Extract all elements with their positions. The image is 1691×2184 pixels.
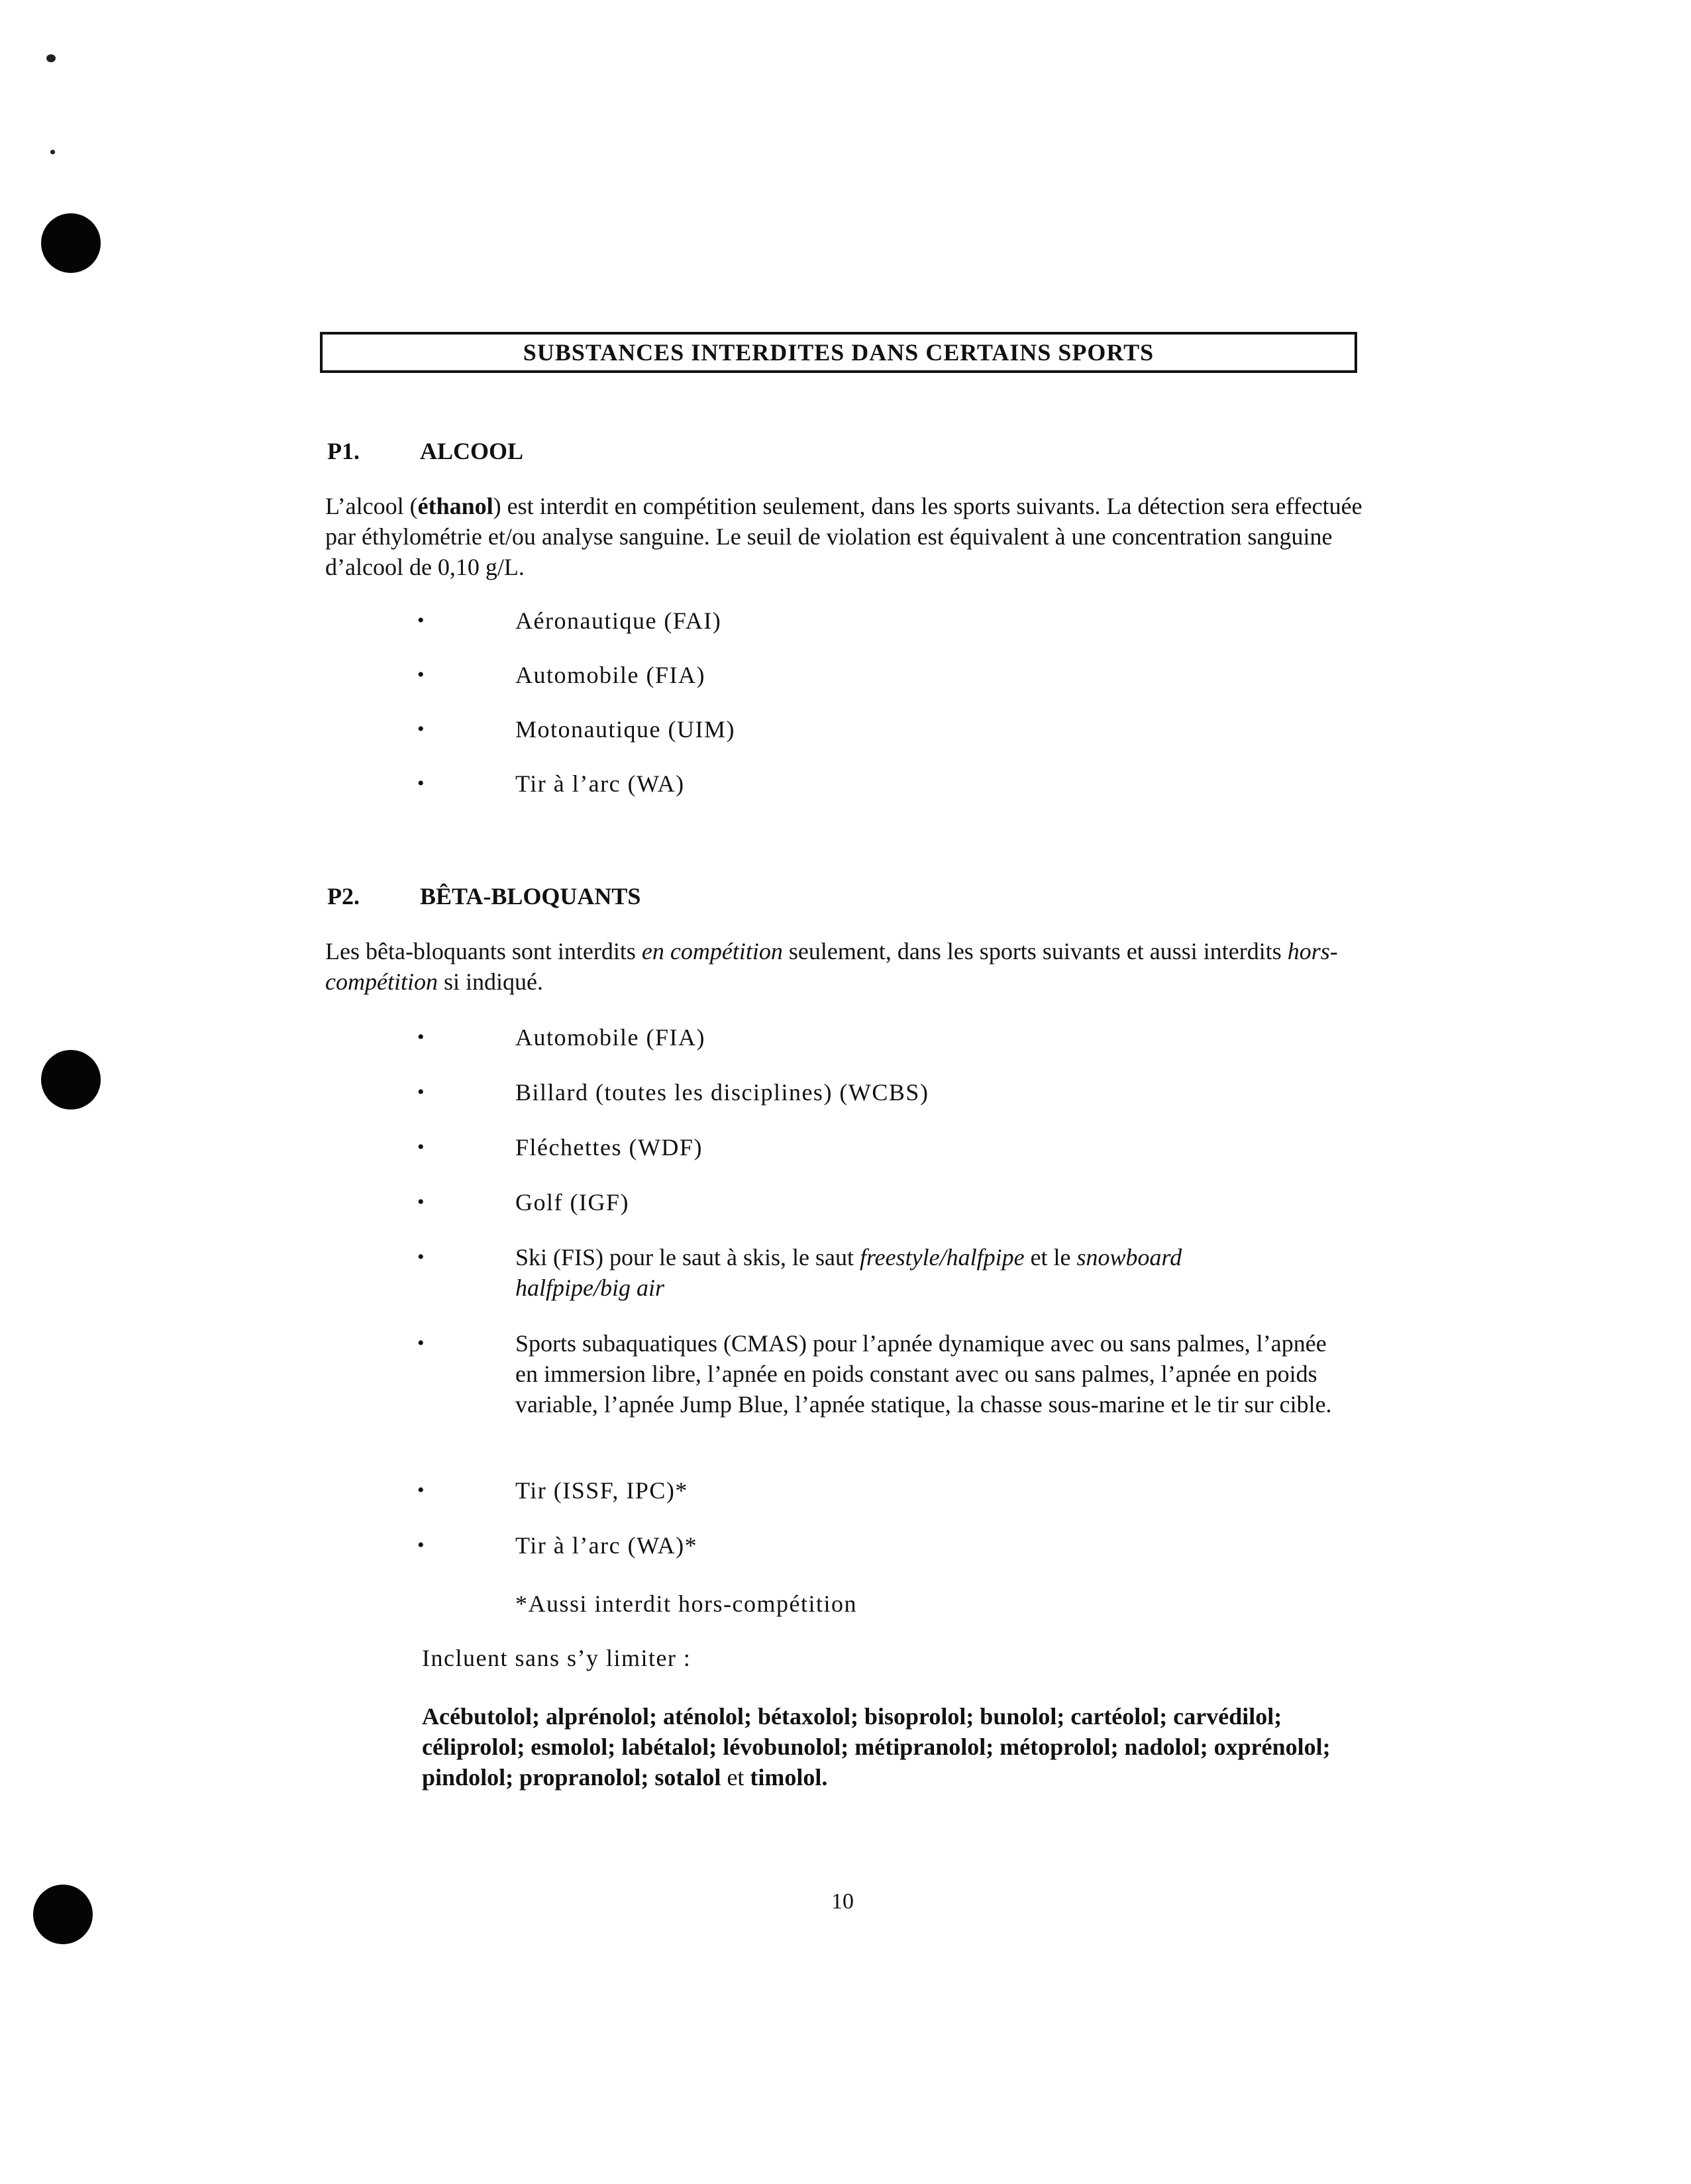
list-item: • Ski (FIS) pour le saut à skis, le saut freestyle/halfpipe et le snowboard halfpipe/big air [417,1242,1297,1328]
bullet-icon: • [417,1246,425,1268]
bullet-icon: • [417,1534,426,1556]
p2-sport-list [417,1022,1345,1585]
page-number: 10 [831,1889,854,1914]
p1-sport-list [417,605,1345,823]
scan-speck [50,150,55,154]
bullet-icon: • [417,1026,426,1048]
punch-hole-top [41,213,101,273]
list-item: • Sports subaquatiques (CMAS) pour l’apnée dynamique avec ou sans palmes, l’apnée en immersion libre, l’apnée en poids constant avec ou sans palmes, l’apnée en poids variable, l’apnée Jump Blue, l’apnée statique, la chasse sous-marine et le tir sur cible. [417,1328,1345,1475]
hors-competition-note: *Aussi interdit hors-compétition [515,1590,857,1617]
section-name: ALCOOL [420,438,524,464]
bullet-icon: • [417,772,426,794]
section-name: BÊTA-BLOQUANTS [420,883,641,910]
bullet-icon: • [417,609,426,631]
bullet-icon: • [417,664,426,686]
p1-intro: L’alcool (éthanol) est interdit en compétition seulement, dans les sports suivants. La détection sera effectuée par éthylométrie et/ou analyse sanguine. Le seuil de violation est équivalent à une concentration sanguine d’alcool de 0,10 g/L. [325,493,1362,580]
list-item: • Fléchettes (WDF) [417,1132,1345,1187]
scan-speck [46,54,56,62]
list-item: • Aéronautique (FAI) [417,605,1345,660]
p2-intro: Les bêta-bloquants sont interdits en compétition seulement, dans les sports suivants et aussi interdits hors-compétition si indiqué. [325,938,1338,995]
punch-hole-bottom [33,1885,93,1944]
bullet-icon: • [417,1191,426,1213]
include-label: Incluent sans s’y limiter : [422,1645,692,1671]
list-item: • Golf (IGF) [417,1187,1345,1242]
list-item: • Motonautique (UIM) [417,714,1345,768]
list-item: • Tir à l’arc (WA)* [417,1530,1345,1585]
bullet-icon: • [417,1136,426,1158]
bullet-icon: • [417,718,426,740]
bullet-icon: • [417,1081,426,1103]
bullet-icon: • [417,1332,425,1354]
list-item: • Billard (toutes les disciplines) (WCBS) [417,1077,1345,1132]
list-item: • Tir à l’arc (WA) [417,768,1345,823]
page-title: SUBSTANCES INTERDITES DANS CERTAINS SPORTS [320,332,1357,373]
list-item: • Automobile (FIA) [417,1022,1345,1077]
bullet-icon: • [417,1479,426,1501]
list-item: • Tir (ISSF, IPC)* [417,1475,1345,1530]
ethanol-term: éthanol [417,493,493,519]
section-number: P2. [327,883,360,910]
punch-hole-middle [41,1050,101,1110]
list-item: • Automobile (FIA) [417,660,1345,714]
beta-blocker-list: Acébutolol; alprénolol; aténolol; bétaxolol; bisoprolol; bunolol; cartéolol; carvédilol; céliprolol; esmolol; labétalol; lévobunolol; métipranolol; métoprolol; nadolol; oxprénolol; pindolol; propranolol; sotalol et timolol. [422,1703,1331,1791]
section-number: P1. [327,438,360,464]
